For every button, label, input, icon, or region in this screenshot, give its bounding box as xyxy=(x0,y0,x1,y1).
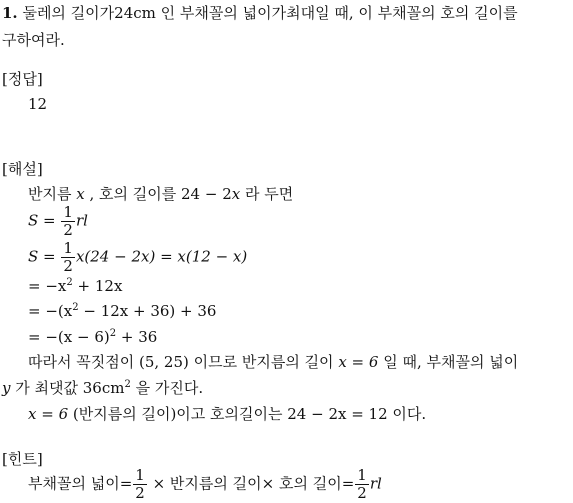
text: 부채꼴의 넓이= xyxy=(28,474,133,493)
fraction-half xyxy=(61,205,75,238)
numerator: 1 xyxy=(135,466,145,484)
equation-step-3 xyxy=(28,279,122,294)
var-x: x xyxy=(76,185,85,203)
final-line xyxy=(28,407,426,422)
equation-step-5 xyxy=(28,330,157,345)
fraction-half xyxy=(133,468,147,501)
problem-number: 1. xyxy=(2,4,18,22)
conclusion-line-2 xyxy=(2,381,203,396)
var-s: S xyxy=(28,211,39,230)
expr: = −(x xyxy=(28,302,73,320)
solution-label: [해설] xyxy=(2,160,43,178)
exponent: 2 xyxy=(109,328,117,339)
text: 라 두면 xyxy=(240,185,294,203)
equation-step-4 xyxy=(28,304,216,319)
exponent: 2 xyxy=(66,277,73,288)
solution-line-1 xyxy=(28,187,293,202)
equation-area-formula xyxy=(28,205,88,238)
var-rl: rl xyxy=(369,474,382,493)
var-s: S xyxy=(28,247,39,266)
text: × 반지름의 길이× 호의 길이= xyxy=(147,474,355,493)
answer-value: 12 xyxy=(28,95,48,113)
conclusion-line-1 xyxy=(28,355,518,370)
expr: = −(x − 6) xyxy=(28,328,110,346)
var-y: y xyxy=(2,379,11,397)
problem-line-1: 둘레의 길이가24cm 인 부채꼴의 넓이가최대일 때, 이 부채꼴의 호의 길이를 xyxy=(22,4,518,22)
fraction-half xyxy=(61,241,75,274)
text: (반지름의 길이)이고 호의길이는 24 − 2x = 12 이다. xyxy=(68,405,427,423)
denominator: 2 xyxy=(63,221,73,239)
hint-text xyxy=(28,468,382,501)
expr: x = 6 xyxy=(338,353,379,371)
equation-substitution xyxy=(28,241,247,274)
expr: = −x xyxy=(28,277,67,295)
var-x: x xyxy=(231,185,241,203)
exponent: 2 xyxy=(124,379,131,390)
expr: x = 6 xyxy=(28,405,69,423)
problem-statement xyxy=(2,6,518,21)
numerator: 1 xyxy=(63,239,73,257)
denominator: 2 xyxy=(357,484,367,502)
text: 따라서 꼭짓점이 (5, 25) 이므로 반지름의 길이 xyxy=(28,353,339,371)
text: , 호의 길이를 24 − 2 xyxy=(84,185,232,203)
expr: + 12x xyxy=(72,277,123,295)
hint-label: [힌트] xyxy=(2,450,43,468)
text: 을 가진다. xyxy=(130,379,204,397)
text: 일 때, 부채꼴의 넓이 xyxy=(378,353,519,371)
expr: − 12x + 36) + 36 xyxy=(78,302,217,320)
denominator: 2 xyxy=(63,257,73,275)
equals: = xyxy=(38,211,61,230)
numerator: 1 xyxy=(357,466,367,484)
var-rl: rl xyxy=(75,211,88,230)
denominator: 2 xyxy=(135,484,145,502)
expr: + 36 xyxy=(116,328,158,346)
answer-label: [정답] xyxy=(2,70,43,88)
text: 반지름 xyxy=(28,185,77,203)
fraction-half xyxy=(355,468,369,501)
expression: x(24 − 2x) = x(12 − x) xyxy=(75,247,248,266)
problem-line-2: 구하여라. xyxy=(2,31,65,49)
equals: = xyxy=(38,247,61,266)
exponent: 2 xyxy=(72,302,79,313)
text: 가 최댓값 36cm xyxy=(10,379,125,397)
numerator: 1 xyxy=(63,203,73,221)
